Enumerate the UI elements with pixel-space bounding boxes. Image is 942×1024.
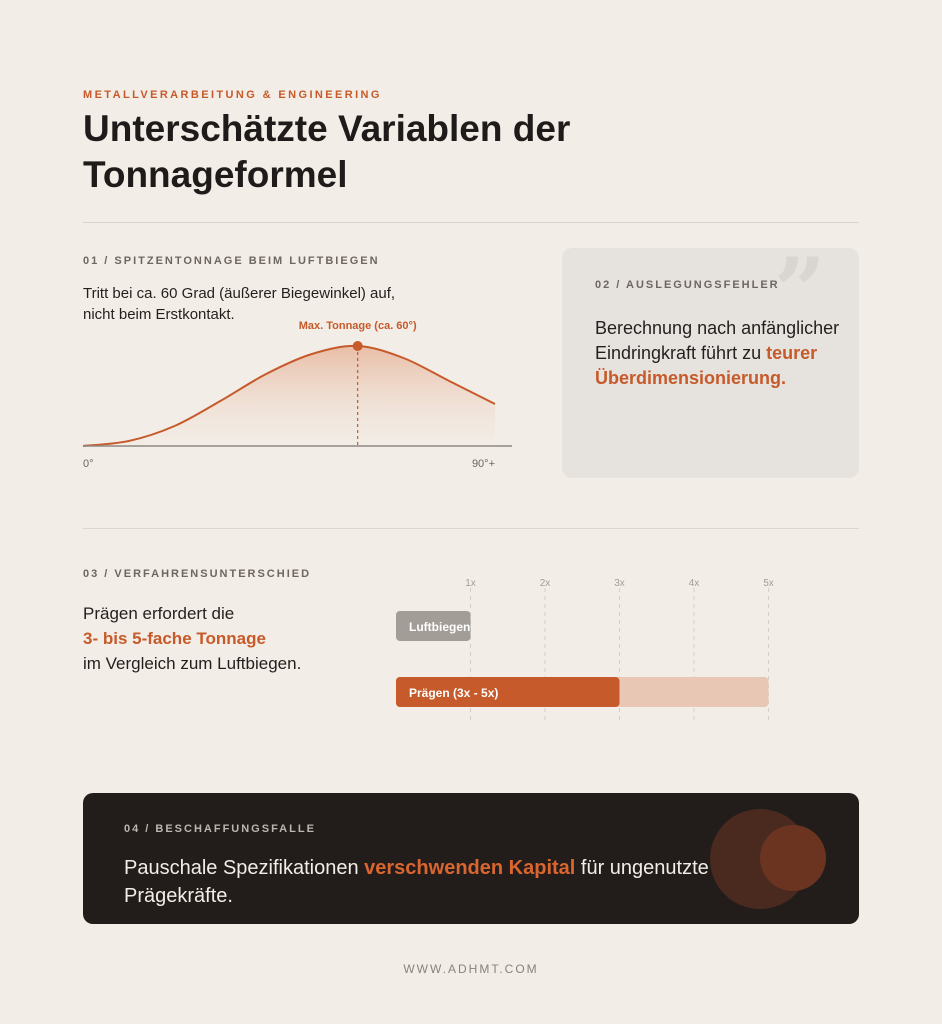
section-2-label: 02 / AUSLEGUNGSFEHLER: [595, 279, 780, 291]
divider: [83, 528, 859, 529]
x-tick-label: 5x: [763, 578, 774, 589]
x-tick-label: 1x: [465, 578, 476, 589]
divider: [83, 222, 859, 223]
x-tick-label: 3x: [614, 578, 625, 589]
section-1-text: Tritt bei ca. 60 Grad (äußerer Biegewinkel) auf, nicht beim Erstkontakt.: [83, 285, 396, 323]
tonnage-area: [83, 346, 495, 446]
peak-tonnage-chart: [80, 315, 520, 475]
x-tick-label: 4x: [688, 578, 700, 589]
peak-annotation: Max. Tonnage (ca. 60°): [298, 320, 417, 332]
process-comparison-chart: [380, 570, 800, 730]
footer-url: WWW.ADHMT.COM: [403, 962, 539, 976]
x-tick-label-end: 90°+: [471, 458, 495, 470]
x-tick-label: 2x: [539, 578, 551, 589]
page-title: Unterschätzte Variablen der Tonnageformel: [83, 108, 571, 195]
peak-dot: [353, 341, 363, 351]
bar-label-pragen: Prägen (3x - 5x): [409, 686, 499, 700]
bar-label-luftbiegen: Luftbiegen: [409, 620, 471, 634]
section-3-text: Prägen erfordert die 3- bis 5-fache Tonnage im Vergleich zum Luftbiegen.: [83, 604, 302, 673]
design-error-card: [562, 238, 859, 478]
section-4-text: Pauschale Spezifikationen verschwenden Kapital für ungenutzte Prägekräfte.: [124, 857, 709, 907]
section-4-label: 04 / BESCHAFFUNGSFALLE: [124, 823, 316, 835]
eyebrow-label: METALLVERARBEITUNG & ENGINEERING: [83, 89, 382, 101]
decorative-circle: [760, 825, 826, 891]
x-tick-label-start: 0°: [83, 458, 94, 470]
section-3-label: 03 / VERFAHRENSUNTERSCHIED: [83, 568, 312, 580]
section-1-label: 01 / SPITZENTONNAGE BEIM LUFTBIEGEN: [83, 255, 380, 267]
procurement-trap-card: [83, 793, 859, 924]
section-2-text: Berechnung nach anfänglicher Eindringkraft führt zu teurer Überdimensionierung.: [595, 318, 840, 388]
quote-icon: ”: [774, 238, 826, 344]
